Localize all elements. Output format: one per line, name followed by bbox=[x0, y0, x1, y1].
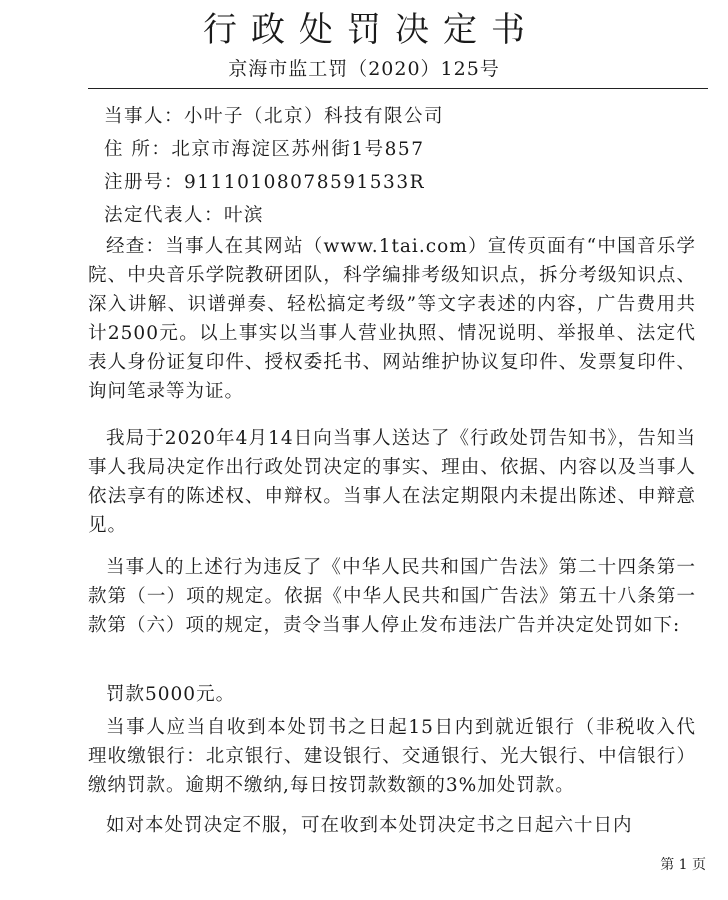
party-representative: 法定代表人：叶滨 bbox=[104, 205, 265, 226]
document-title: 行政处罚决定书 bbox=[203, 10, 539, 50]
penalty-paragraph: 罚款5000元。 bbox=[106, 684, 236, 705]
payment-paragraph: 当事人应当自收到本处罚书之日起15日内到就近银行（非税收入代理收缴银行：北京银行、建设银行、交通银行、光大银行、中信银行）缴纳罚款。逾期不缴纳,每日按罚款数额的3%加处罚款。 bbox=[88, 717, 696, 796]
appeal-paragraph: 如对本处罚决定不服，可在收到本处罚决定书之日起六十日内 bbox=[106, 815, 633, 836]
party-name: 当事人：小叶子（北京）科技有限公司 bbox=[104, 106, 445, 127]
violation-paragraph: 当事人的上述行为违反了《中华人民共和国广告法》第二十四条第一款第（一）项的规定。依据《中华人民共和国广告法》第五十八条第一款第（六）项的规定，责令当事人停止发布违法广告并决定处罚如下: bbox=[88, 557, 696, 636]
page-number: 第 1 页 bbox=[660, 857, 706, 873]
facts-paragraph: 经查：当事人在其网站（www.1tai.com）宣传页面有“中国音乐学院、中央音乐学院教研团队，科学编排考级知识点，拆分考级知识点、深入讲解、识谱弹奏、轻松搞定考级”等文字表述的内容，广告费用共计2500元。以上事实以当事人营业执照、情况说明、举报单、法定代表人身份证复印件、授权委托书、网站维护协议复印件、发票复印件、询问笔录等为证。 bbox=[88, 236, 696, 402]
party-address: 住 所：北京市海淀区苏州街1号857 bbox=[104, 139, 425, 160]
party-registration: 注册号：91110108078591533R bbox=[104, 172, 426, 193]
document-number: 京海市监工罚（2020）125号 bbox=[228, 58, 500, 80]
title-divider bbox=[88, 88, 708, 89]
notice-paragraph: 我局于2020年4月14日向当事人送达了《行政处罚告知书》，告知当事人我局决定作出行政处罚决定的事实、理由、依据、内容以及当事人依法享有的陈述权、申辩权。当事人在法定期限内未提出陈述、申辩意见。 bbox=[88, 428, 696, 536]
